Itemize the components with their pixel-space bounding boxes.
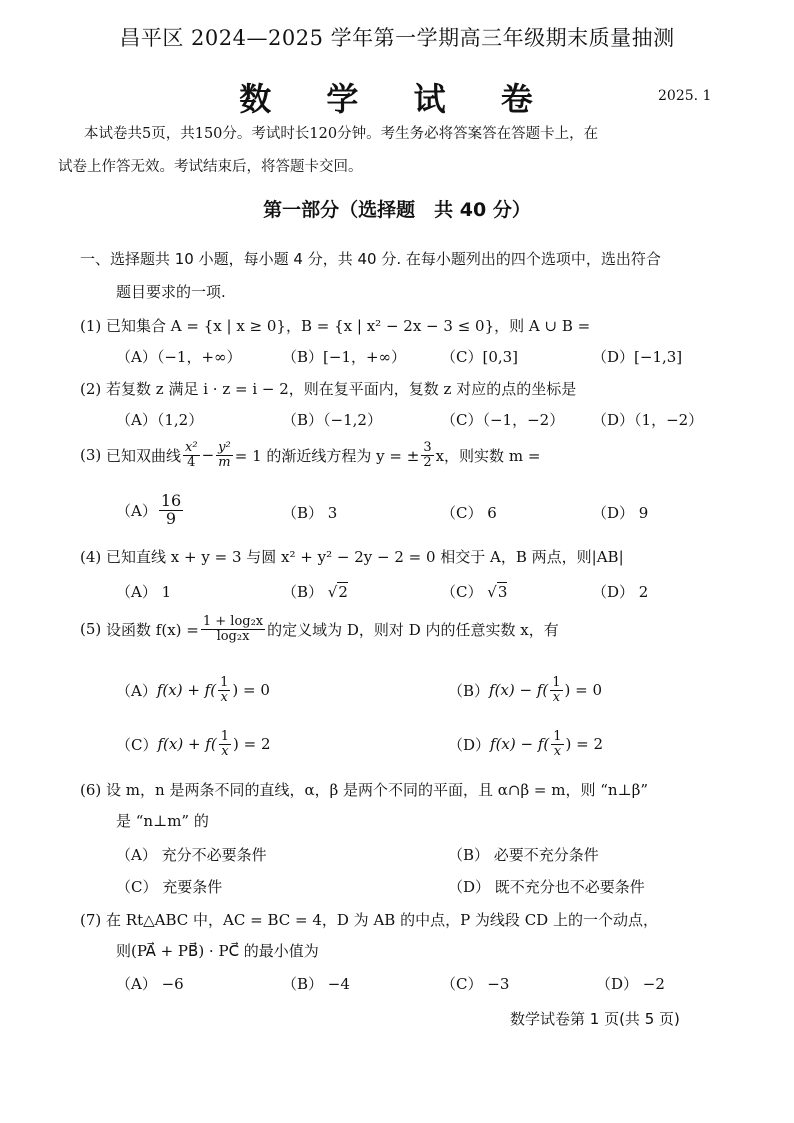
fraction: $\frac{1}{x}$ [220, 675, 229, 705]
q4-option-c: （C） √3 [441, 583, 508, 601]
q2-option-c: （C）（−1，−2） [441, 411, 565, 429]
q1-option-b: （B）[−1，+∞） [282, 348, 407, 366]
question-stem-c: x，则实数 m = [435, 446, 541, 465]
fraction: $\frac{1}{x}$ [220, 729, 229, 759]
question-4 [80, 546, 624, 567]
section-heading-line-2: 题目要求的一项. [116, 283, 226, 301]
q7-option-d: （D） −2 [596, 975, 665, 993]
question-3: (3) 已知双曲线 $\frac{\text{x²}}{4}$ − $\frac{\text{y²}}{m}$ = 1 的渐近线方程为 y = ± $\frac{3}{2}$ x，则实数 m = [80, 440, 541, 470]
question-stem-b: = 1 的渐近线方程为 y = ± [234, 446, 420, 465]
fraction: $\frac{16}{9}$ [160, 491, 182, 528]
instructions-line-2: 试卷上作答无效。考试结束后，将答题卡交回。 [58, 159, 363, 175]
q2-option-a: （A）（1,2） [116, 411, 204, 429]
fraction: $\frac{\text{x²}}{4}$ [185, 440, 198, 470]
question-2 [80, 378, 576, 399]
question-number: (2) [80, 380, 102, 398]
fraction: $\frac{\text{y²}}{m}$ [218, 440, 231, 470]
q7-option-a: （A） −6 [116, 975, 184, 993]
q4-option-a: （A） 1 [116, 583, 172, 601]
question-stem-b: 的定义域为 D，则对 D 内的任意实数 x，有 [267, 620, 559, 639]
question-stem: 在 Rt△ABC 中，AC = BC = 4，D 为 AB 的中点，P 为线段 CD 上的一个动点， [106, 911, 658, 929]
question-5 [80, 615, 559, 643]
exam-title: 数 学 试 卷 [239, 80, 555, 118]
exam-date: 2025. 1 [658, 88, 712, 104]
q6-option-a: （A） 充分不必要条件 [116, 846, 267, 864]
question-number: (4) [80, 548, 102, 566]
q5-option-c: （C） f(x) + f( $\frac{1}{x}$ ) = 2 [116, 729, 271, 759]
fraction: $\frac{\text{1 + log₂x}}{\text{log₂x}}$ [202, 614, 264, 644]
q6-stem-line-2: 是 “n⊥m” 的 [116, 812, 209, 830]
sqrt-symbol: √2 [327, 583, 348, 601]
q1-option-c: （C）[0,3] [441, 348, 519, 366]
question-stem: 若复数 z 满足 i · z = i − 2，则在复平面内，复数 z 对应的点的坐标是 [106, 380, 577, 398]
exam-header: 昌平区 2024—2025 学年第一学期高三年级期末质量抽测 [119, 26, 675, 50]
question-stem: 设 m，n 是两条不同的直线，α，β 是两个不同的平面，且 α∩β = m，则 “n⊥β” [106, 781, 649, 799]
q4-option-d: （D） 2 [592, 583, 649, 601]
q6-option-c: （C） 充要条件 [116, 878, 223, 896]
q2-option-d: （D）（1，−2） [592, 411, 704, 429]
q7-option-b: （B） −4 [282, 975, 350, 993]
question-number: (5) [80, 620, 102, 639]
question-7 [80, 909, 658, 930]
question-stem: 已知集合 A = {x | x ≥ 0}，B = {x | x² − 2x − 3 ≤ 0}，则 A ∪ B = [106, 317, 591, 335]
q7-option-c: （C） −3 [441, 975, 510, 993]
question-number: (6) [80, 781, 102, 799]
question-6 [80, 779, 648, 800]
q1-option-d: （D）[−1,3] [592, 348, 683, 366]
q3-option-c: （C） 6 [441, 504, 497, 522]
sqrt-symbol: √3 [487, 583, 508, 601]
question-stem-a: 设函数 f(x) = [106, 620, 199, 639]
q6-option-b: （B） 必要不充分条件 [448, 846, 599, 864]
q3-option-a: （A） $\frac{16}{9}$ [116, 491, 182, 528]
question-number: (1) [80, 317, 102, 335]
question-stem: 已知直线 x + y = 3 与圆 x² + y² − 2y − 2 = 0 相交于 A，B 两点，则|AB| [106, 548, 624, 566]
q3-option-b: （B） 3 [282, 504, 338, 522]
question-stem-a: 已知双曲线 [106, 446, 182, 465]
question-1 [80, 315, 590, 336]
q1-option-a: （A）（−1，+∞） [116, 348, 242, 366]
q2-option-b: （B）（−1,2） [282, 411, 382, 429]
q3-option-d: （D） 9 [592, 504, 649, 522]
q4-option-b: （B） √2 [282, 583, 348, 601]
section-heading-line-1: 一、选择题共 10 小题，每小题 4 分，共 40 分. 在每小题列出的四个选项中，选出符合 [80, 250, 661, 268]
page-footer: 数学试卷第 1 页(共 5 页) [510, 1010, 680, 1028]
question-number: (3) [80, 446, 102, 465]
q7-stem-line-2: 则(PA⃗ + PB⃗) · PC⃗ 的最小值为 [116, 942, 319, 960]
fraction: $\frac{3}{2}$ [423, 440, 432, 470]
q5-option-b: （B） f(x) − f( $\frac{1}{x}$ ) = 0 [448, 675, 603, 705]
q6-option-d: （D） 既不充分也不必要条件 [448, 878, 645, 896]
fraction: $\frac{1}{x}$ [552, 675, 561, 705]
question-number: (7) [80, 911, 102, 929]
q5-option-d: （D） f(x) − f( $\frac{1}{x}$ ) = 2 [448, 729, 604, 759]
part-title: 第一部分（选择题 共 40 分） [263, 199, 531, 221]
q5-option-a: （A） f(x) + f( $\frac{1}{x}$ ) = 0 [116, 675, 270, 705]
instructions-line-1: 本试卷共5页，共150分。考试时长120分钟。考生务必将答案答在答题卡上，在 [84, 126, 599, 142]
fraction: $\frac{1}{x}$ [553, 729, 562, 759]
